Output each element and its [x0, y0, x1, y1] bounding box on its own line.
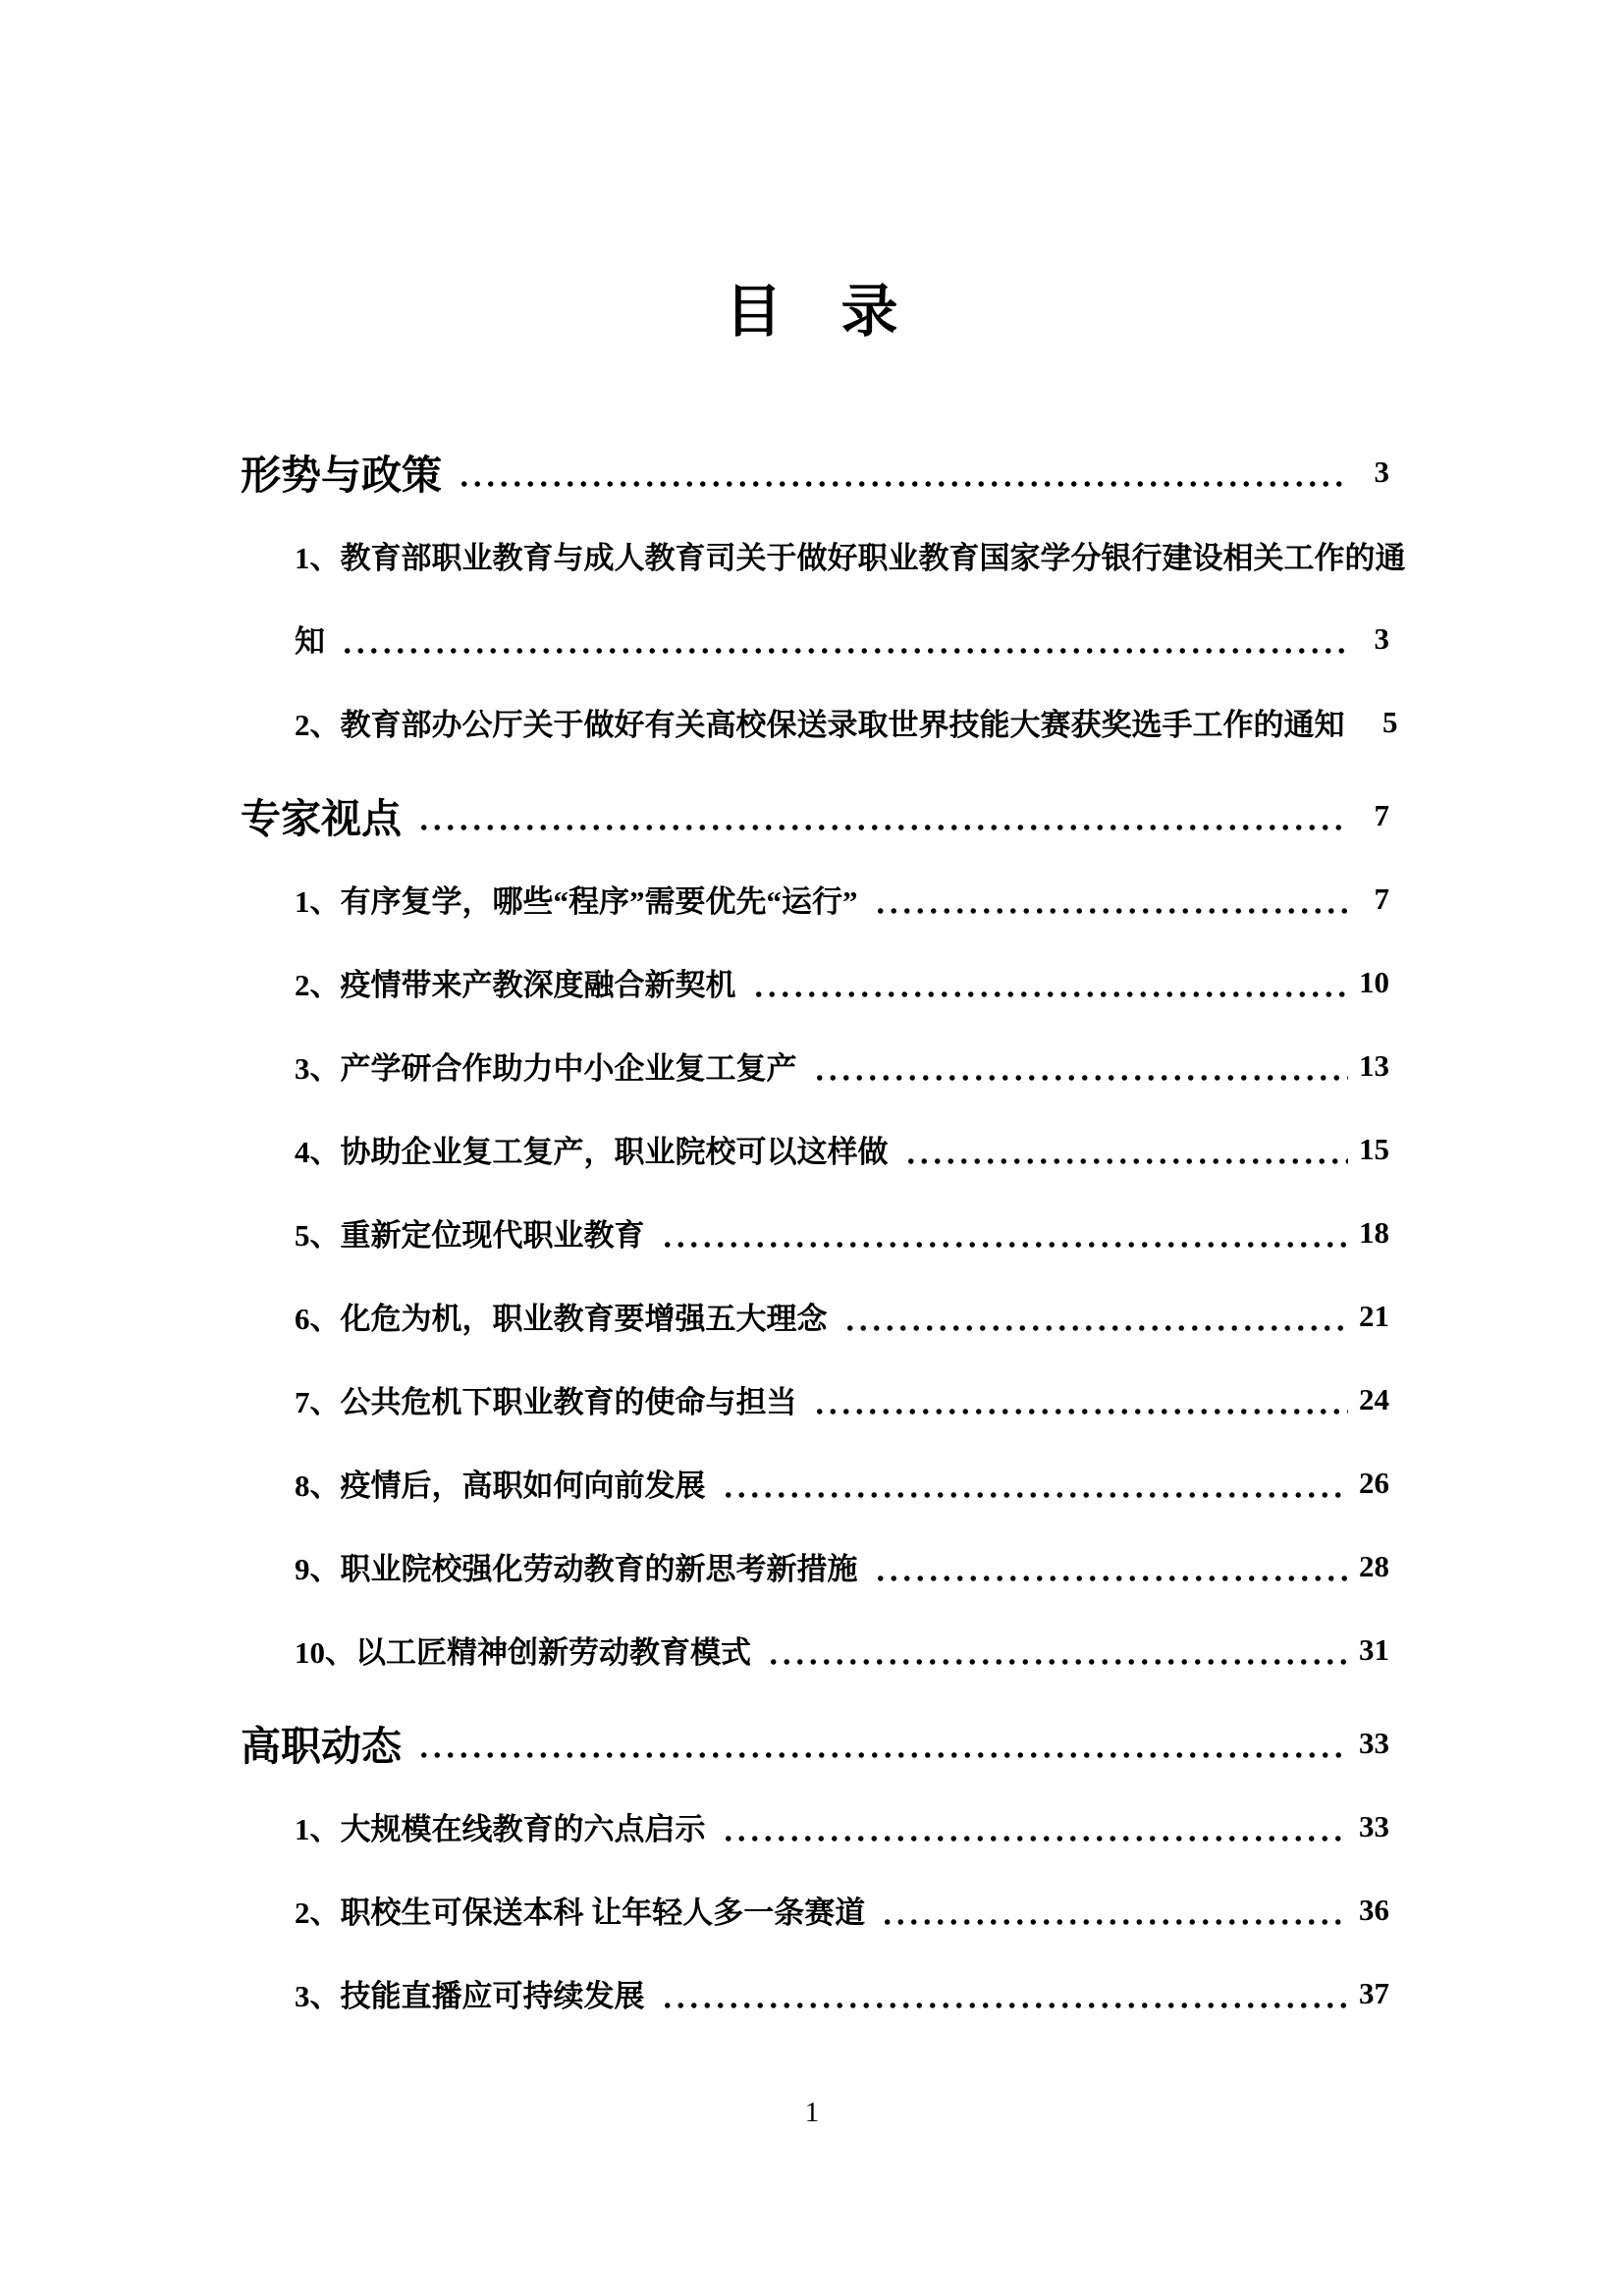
page-number: 13	[1359, 1047, 1389, 1083]
page-number: 37	[1359, 1975, 1389, 2010]
page-number: 36	[1359, 1892, 1389, 1927]
toc-item-text: 1、大规模在线教育的六点启示	[295, 1812, 706, 1846]
page-number: 31	[1359, 1631, 1389, 1667]
toc-item-text: 知	[295, 624, 325, 659]
dot-leader	[748, 940, 1349, 1024]
toc-item	[241, 1608, 1389, 1691]
toc-item-text: 1、有序复学，哪些“程序”需要优先“运行”	[295, 884, 858, 919]
toc-item	[241, 857, 1389, 940]
toc-item	[241, 1191, 1389, 1274]
dot-leader	[657, 1951, 1349, 2035]
page-number: 28	[1359, 1548, 1389, 1583]
toc-item-text: 8、疫情后，高职如何向前发展	[295, 1468, 706, 1503]
toc-section-heading	[241, 430, 1389, 513]
table-of-contents	[241, 430, 1406, 2035]
toc-item-text: 7、公共危机下职业教育的使命与担当	[295, 1385, 797, 1419]
toc-item	[241, 1274, 1389, 1358]
dot-leader	[809, 1358, 1349, 1441]
toc-item-text: 1、教育部职业教育与成人教育司关于做好职业教育国家学分银行建设相关工作的通	[295, 541, 1406, 575]
toc-item	[241, 680, 1398, 764]
toc-item-text: 6、化危为机，职业教育要增强五大理念	[295, 1302, 828, 1336]
toc-section-heading-text: 高职动态	[241, 1724, 402, 1769]
dot-leader	[870, 1524, 1349, 1608]
page-number: 21	[1359, 1298, 1389, 1333]
toc-item-text: 3、技能直播应可持续发展	[295, 1979, 645, 2013]
page-number: 33	[1359, 1808, 1389, 1843]
dot-leader	[839, 1274, 1349, 1358]
toc-item-text: 2、教育部办公厅关于做好有关高校保送录取世界技能大赛获奖选手工作的通知	[295, 708, 1345, 742]
toc-item	[241, 513, 1406, 597]
dot-leader	[718, 1785, 1349, 1868]
dot-leader	[870, 857, 1349, 940]
dot-leader	[413, 774, 1348, 857]
toc-item	[241, 1868, 1389, 1951]
toc-section-heading-text: 形势与政策	[241, 453, 442, 498]
toc-item	[241, 1024, 1389, 1107]
footer-page-number: 1	[804, 2097, 820, 2128]
toc-item-text: 2、职校生可保送本科 让年轻人多一条赛道	[295, 1896, 866, 1930]
page-number: 33	[1359, 1725, 1389, 1760]
dot-leader	[809, 1024, 1349, 1107]
dot-leader	[877, 1868, 1348, 1951]
toc-section-heading	[241, 1701, 1389, 1785]
toc-item	[241, 1441, 1389, 1524]
page-number: 3	[1374, 454, 1389, 489]
toc-item-text: 4、协助企业复工复产，职业院校可以这样做	[295, 1135, 889, 1169]
toc-section-heading-text: 专家视点	[241, 796, 402, 841]
page-number: 18	[1359, 1214, 1389, 1250]
dot-leader	[454, 430, 1348, 513]
page-number: 26	[1359, 1465, 1389, 1500]
toc-section-heading	[241, 774, 1389, 857]
dot-leader	[718, 1441, 1349, 1524]
dot-leader	[763, 1608, 1348, 1691]
toc-item	[241, 1107, 1389, 1191]
toc-item-text: 3、产学研合作助力中小企业复工复产	[295, 1051, 797, 1086]
dot-leader	[900, 1107, 1349, 1191]
page-number: 15	[1359, 1131, 1389, 1166]
page-number: 10	[1359, 964, 1389, 999]
toc-item-text: 5、重新定位现代职业教育	[295, 1218, 645, 1253]
page-number: 7	[1374, 881, 1389, 916]
dot-leader	[657, 1191, 1349, 1274]
toc-item-text: 10、以工匠精神创新劳动教育模式	[295, 1635, 751, 1670]
toc-item	[241, 940, 1389, 1024]
page-number: 24	[1359, 1381, 1389, 1416]
dot-leader	[413, 1701, 1348, 1785]
toc-item	[241, 597, 1389, 680]
page-title: 目 录	[725, 278, 899, 345]
toc-item	[241, 1358, 1389, 1441]
toc-item	[241, 1524, 1389, 1608]
toc-item-text: 9、职业院校强化劳动教育的新思考新措施	[295, 1552, 858, 1586]
toc-item	[241, 1785, 1389, 1868]
page-number: 5	[1382, 704, 1398, 739]
toc-item-text: 2、疫情带来产教深度融合新契机	[295, 968, 736, 1002]
page-number: 7	[1374, 797, 1389, 832]
page-number: 3	[1374, 620, 1389, 656]
toc-item	[241, 1951, 1389, 2035]
dot-leader	[337, 597, 1348, 680]
